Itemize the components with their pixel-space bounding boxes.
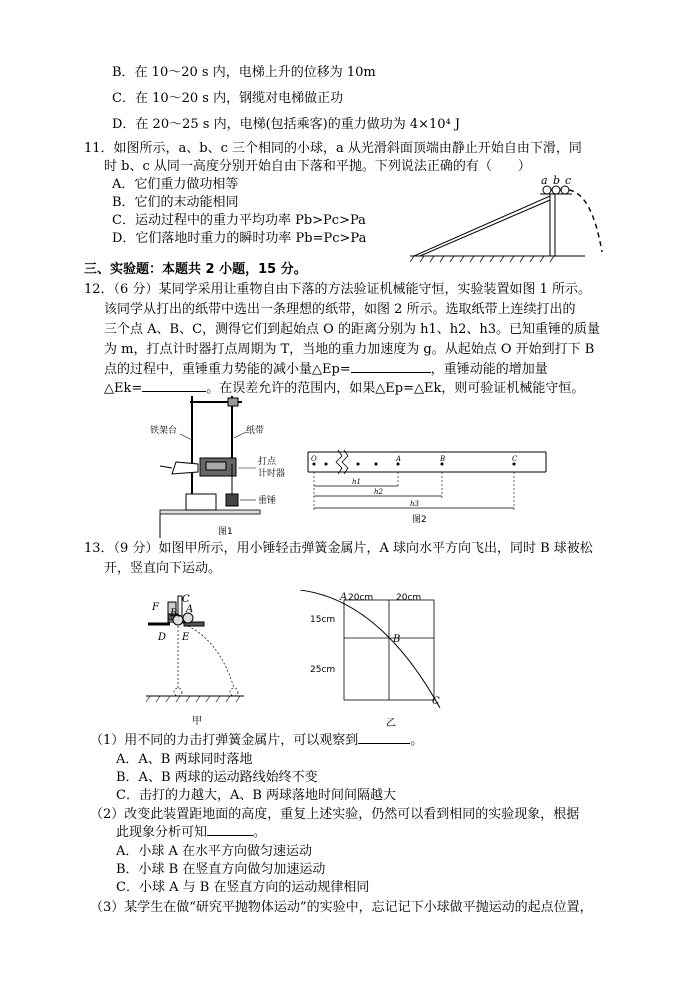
label-a: a <box>541 174 548 187</box>
svg-text:E: E <box>182 632 190 643</box>
q13-sub3: （3）某学生在做“研究平抛物体运动”的实验中，忘记记下小球做平抛运动的起点位置， <box>90 900 593 915</box>
answer-blank-ep[interactable] <box>351 372 431 373</box>
q12-line3: 三个点 A、B、C，测得它们到起始点 O 的距离分别为 h1、h2、h3。已知重锤的质量 <box>104 322 601 337</box>
q11-option-b: B．它们的末动能相同 <box>112 195 239 210</box>
svg-text:O: O <box>311 455 317 463</box>
section-heading: 三、实验题：本题共 2 小题，15 分。 <box>84 262 307 277</box>
q12-line1: 12．（6 分）某同学采用让重物自由下落的方法验证机械能守恒，实验装置如图 1 所示。 <box>84 282 591 297</box>
q13-sub1-option-a: A．A、B 两球同时落地 <box>116 752 253 767</box>
label-tape: 纸带 <box>246 426 265 436</box>
q10-option-b: B．在 10～20 s 内，电梯上升的位移为 10m <box>112 65 376 80</box>
q11-option-c: C．运动过程中的重力平均功率 Pb>Pc>Pa <box>112 213 366 228</box>
svg-text:F: F <box>152 602 159 613</box>
q10-option-d: D．在 20～25 s 内，电梯(包括乘客)的重力做功为 4×10⁴ J <box>112 117 461 132</box>
label-timer-1: 打点 <box>258 457 277 467</box>
answer-blank-sub2[interactable] <box>207 835 253 836</box>
svg-text:25cm: 25cm <box>310 665 336 675</box>
ball-b <box>552 186 560 194</box>
q11-option-d: D．它们落地时重力的瞬时功率 Pb=Pc>Pa <box>112 231 367 246</box>
figure-yi-caption: 乙 <box>386 718 396 729</box>
svg-text:D: D <box>158 632 167 643</box>
ball-c <box>561 186 569 194</box>
q13-sub1: （1）用不同的力击打弹簧金属片，可以观察到 。 <box>90 733 424 748</box>
ball-a <box>543 186 551 194</box>
q13-sub2-line2: 此现象分析可知 。 <box>116 825 267 840</box>
q13-sub2-option-b: B．小球 B 在竖直方向做匀加速运动 <box>116 862 326 877</box>
svg-text:15cm: 15cm <box>310 615 336 625</box>
svg-text:A: A <box>396 455 402 463</box>
q13-sub1-option-b: B．A、B 两球的运动路线始终不变 <box>116 770 318 785</box>
answer-blank-sub1[interactable] <box>358 743 410 744</box>
figure1-caption: 图1 <box>218 527 233 537</box>
svg-text:C: C <box>432 696 440 707</box>
svg-text:h1: h1 <box>352 478 361 486</box>
q12-line5: 点的过程中，重锤重力势能的减小量△Ep= ，重锤动能的增加量 <box>104 362 548 377</box>
q13-sub1-option-c: C．击打的力越大，A、B 两球落地时间间隔越大 <box>116 788 397 803</box>
q11-stem-line1: 11．如图所示，a、b、c 三个相同的小球，a 从光滑斜面顶端由静止开始自由下滑，同 <box>84 141 582 156</box>
svg-text:h2: h2 <box>374 488 383 496</box>
q12-figure2-tape <box>302 448 552 528</box>
q12-figure1-apparatus <box>150 392 300 538</box>
svg-text:20cm: 20cm <box>348 593 374 603</box>
figure-jia-caption: 甲 <box>192 716 202 727</box>
q12-line6: △Ek= 。在误差允许的范围内，如果△Ep=△Ek，则可验证机械能守恒。 <box>104 381 585 396</box>
figure2-caption: 图2 <box>412 515 427 525</box>
q13-figure-jia <box>140 582 250 730</box>
q13-line1: 13．（9 分）如图甲所示，用小锤轻击弹簧金属片，A 球向水平方向飞出，同时 B 球被松 <box>84 541 593 556</box>
svg-text:C: C <box>182 594 190 605</box>
q12-line2: 该同学从打出的纸带中选出一条理想的纸带，如图 2 所示。选取纸带上连续打出的 <box>104 302 576 317</box>
q13-sub2-line1: （2）改变此装置距地面的高度，重复上述实验，仍然可以看到相同的实验现象，根据 <box>90 807 580 822</box>
svg-text:B: B <box>440 455 446 463</box>
q13-line2: 开，竖直向下运动。 <box>104 561 222 576</box>
svg-text:h3: h3 <box>410 500 419 508</box>
svg-text:B: B <box>170 608 178 619</box>
label-b: b <box>553 174 561 187</box>
q11-option-a: A．它们重力做功相等 <box>112 177 239 192</box>
svg-text:B: B <box>393 634 401 645</box>
q10-option-c: C．在 10～20 s 内，钢缆对电梯做正功 <box>112 91 344 106</box>
svg-text:A: A <box>340 592 348 603</box>
svg-text:A: A <box>186 604 194 615</box>
svg-text:C: C <box>512 455 518 463</box>
q11-stem-line2: 时 b、c 从同一高度分别开始自由下落和平抛。下列说法正确的有（ ） <box>104 159 531 174</box>
q13-sub2-option-c: C．小球 A 与 B 在竖直方向的运动规律相同 <box>116 880 370 895</box>
label-c: c <box>565 174 572 187</box>
q11-incline-figure <box>410 172 610 264</box>
svg-text:20cm: 20cm <box>396 593 422 603</box>
label-timer-2: 计时器 <box>258 469 286 479</box>
label-weight: 重锤 <box>258 496 277 506</box>
label-stand: 铁架台 <box>150 426 178 436</box>
q13-figure-yi <box>300 590 460 730</box>
q13-sub2-option-a: A．小球 A 在水平方向做匀速运动 <box>116 844 313 859</box>
q12-line4: 为 m，打点计时器打点周期为 T，当地的重力加速度为 g。从起始点 O 开始到打下 B <box>104 342 595 357</box>
